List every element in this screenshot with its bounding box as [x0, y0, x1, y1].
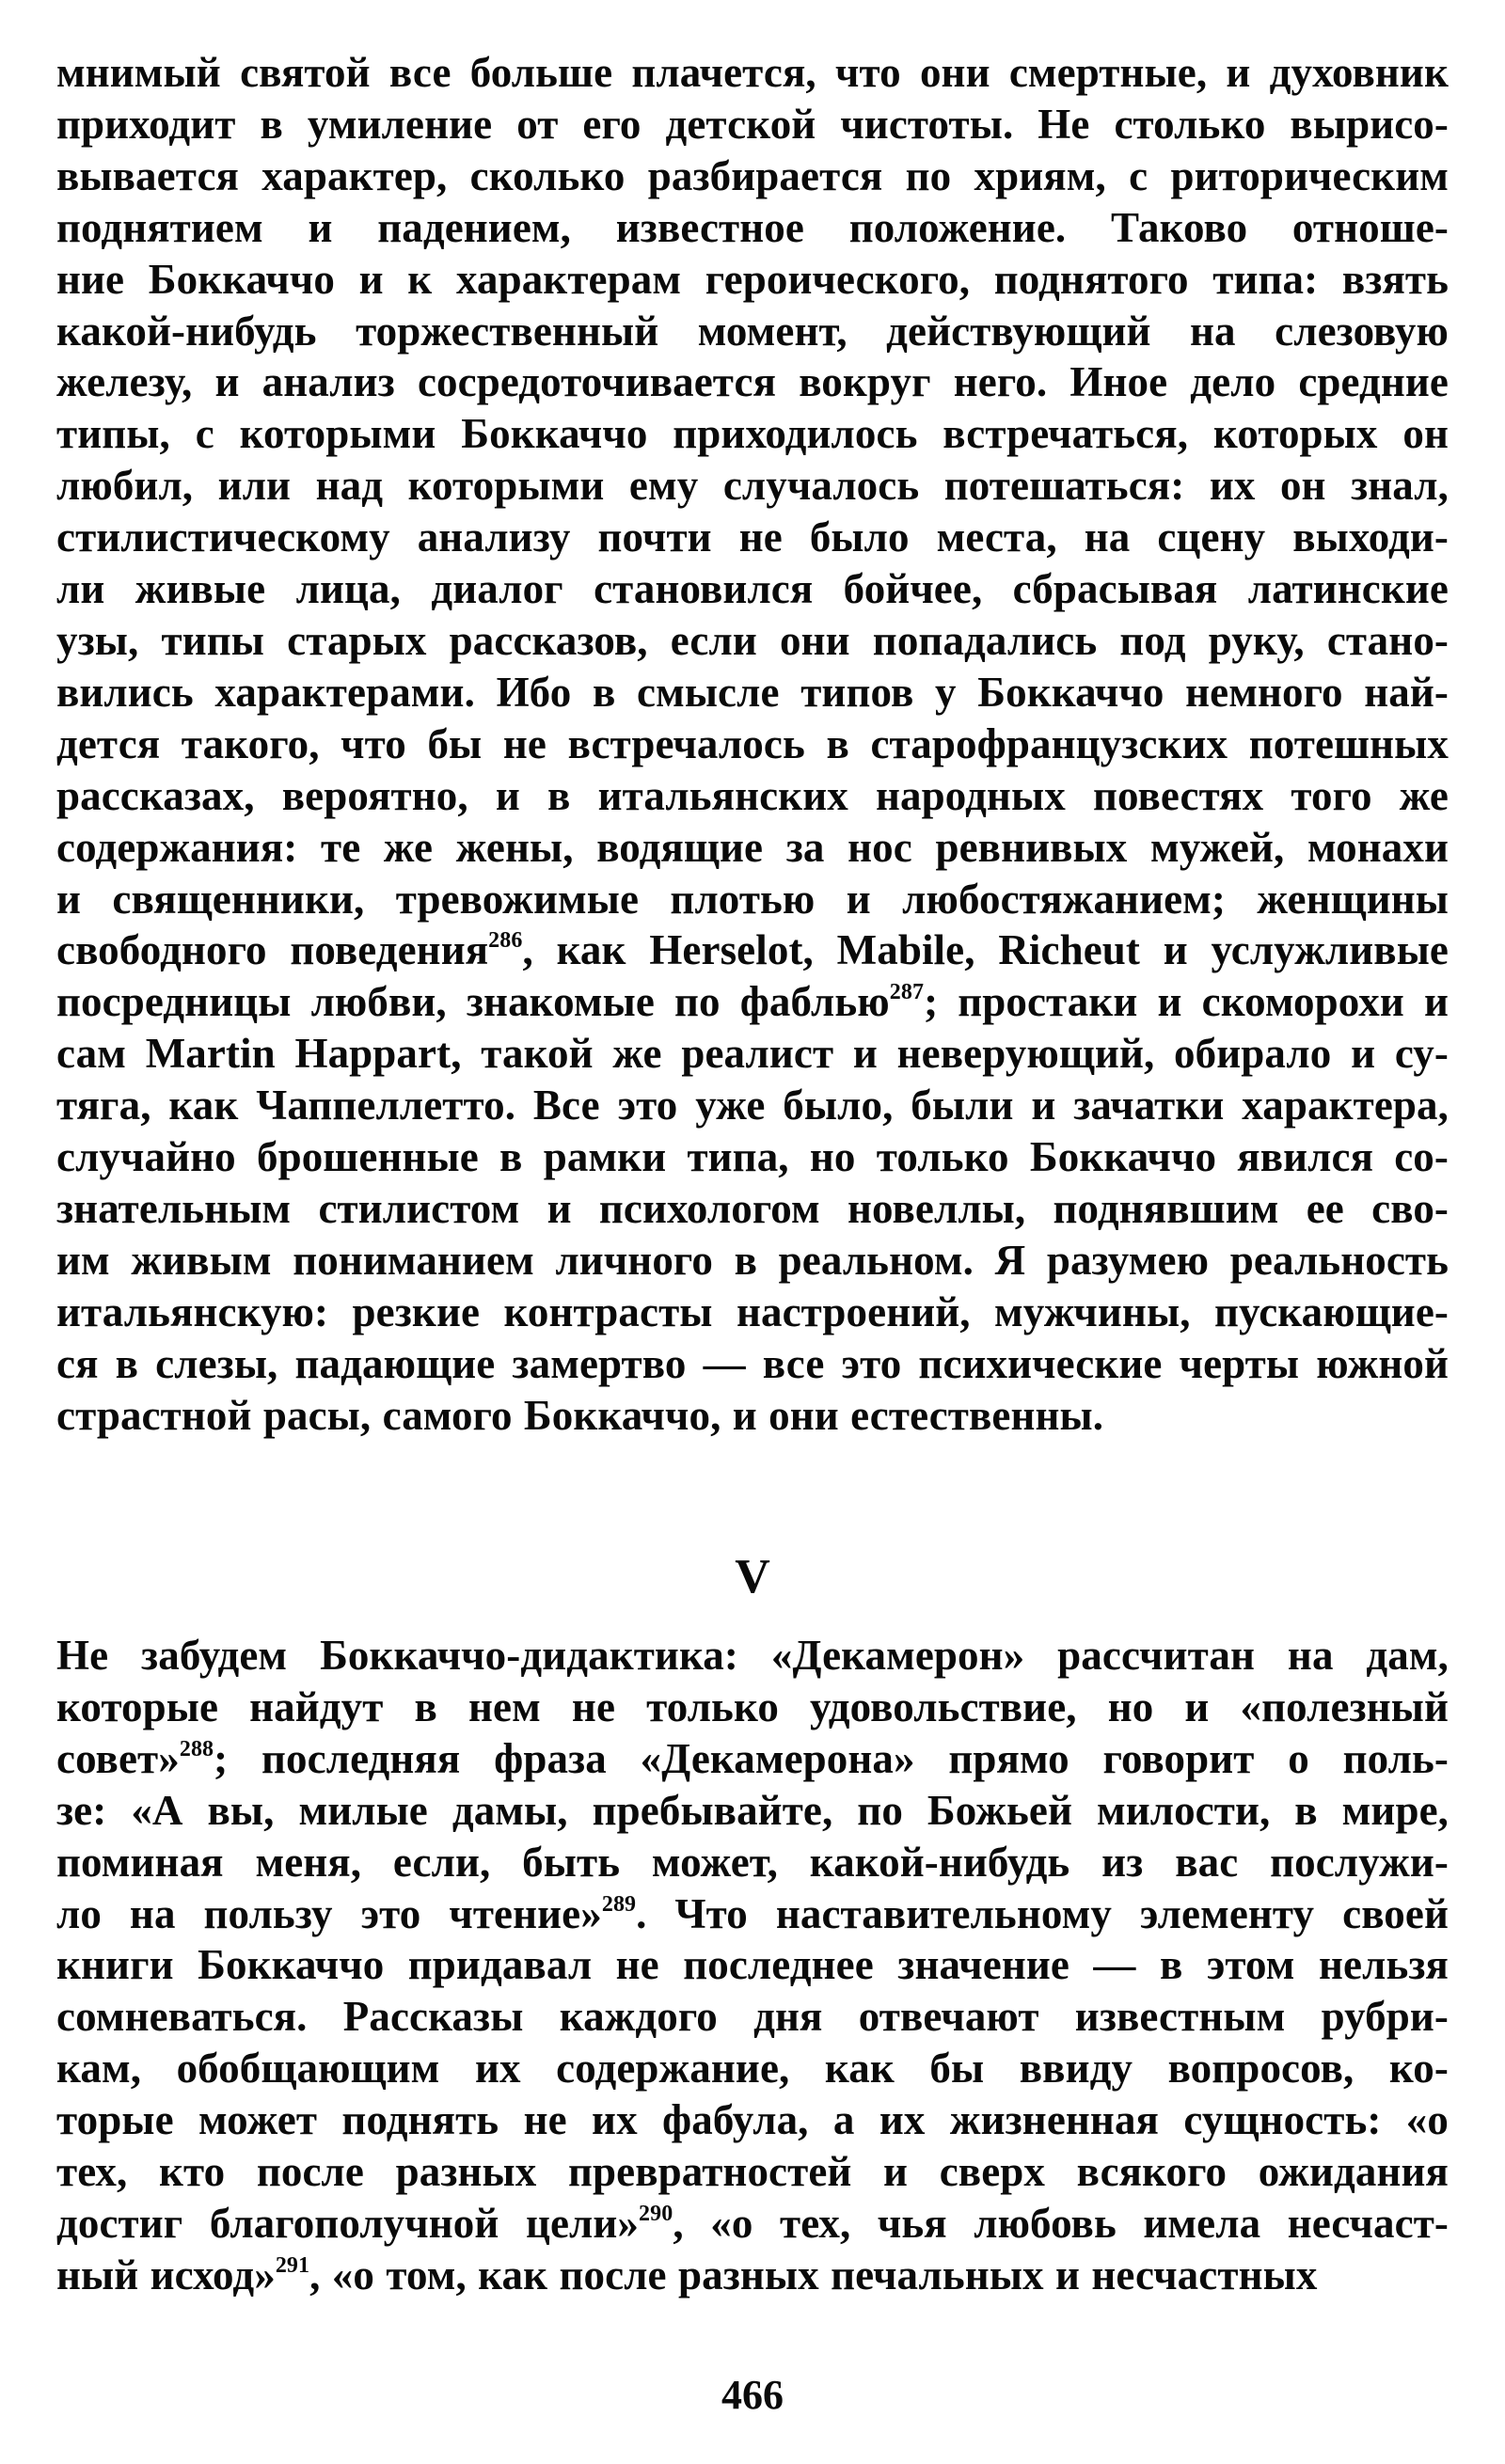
footnote-marker[interactable]: 289 [601, 1891, 637, 1917]
text-line [56, 719, 1449, 770]
body-paragraph-2 [56, 1630, 1449, 2301]
line-text: и священники, тревожимые плотью и любостяжанием; женщины [56, 875, 1449, 923]
line-text: сомневаться. Рассказы каждого дня отвечают известным рубри- [56, 1993, 1449, 2041]
line-text: совет» [56, 1734, 180, 1782]
text-line [56, 874, 1449, 925]
line-text: посредницы любви, знакомые по фаблью [56, 978, 890, 1026]
text-line [56, 667, 1449, 719]
line-text: им живым пониманием личного в реальном. Я разумею реальность [56, 1236, 1449, 1284]
line-text-continued: , «о том, как после разных печальных и несчастных [309, 2251, 1318, 2298]
text-line [56, 150, 1449, 202]
text-line [56, 1733, 1449, 1785]
line-text: которые найдут в нем не только удовольствие, но и «полезный [56, 1682, 1449, 1730]
line-text: книги Боккаччо придавал не последнее значение — в этом нельзя [56, 1941, 1449, 1989]
line-text: мнимый святой все больше плачется, что они смертные, и духовник [56, 49, 1449, 96]
line-text: железу, и анализ сосредоточивается вокруг него. Иное дело средние [56, 358, 1449, 406]
line-text: узы, типы старых рассказов, если они попадались под руку, стано- [56, 616, 1449, 664]
text-line [56, 1183, 1449, 1235]
line-text: тяга, как Чаппеллетто. Все это уже было, были и зачатки характера, [56, 1082, 1449, 1129]
line-text: страстной расы, самого Боккаччо, и они естественны. [56, 1391, 1104, 1439]
page-number: 466 [721, 2372, 784, 2418]
line-text: вывается характер, сколько разбирается по хриям, с риторическим [56, 151, 1449, 199]
line-text: случайно брошенные в рамки типа, но только Боккаччо явился со- [56, 1133, 1449, 1181]
text-line [56, 356, 1449, 408]
line-text: ный исход» [56, 2251, 276, 2298]
line-text: ли живые лица, диалог становился бойчее, сбрасывая латинские [56, 565, 1449, 613]
line-text: ся в слезы, падающие замертво — все это психические черты южной [56, 1339, 1449, 1387]
text-line [56, 99, 1449, 150]
line-text: тех, кто после разных превратностей и сверх всякого ожидания [56, 2148, 1449, 2196]
line-text-continued: , как Herselot, Mabile, Richeut и услужливые [522, 926, 1450, 974]
footnote-marker[interactable]: 286 [488, 928, 523, 954]
line-text: итальянскую: резкие контрасты настроений, мужчины, пускающие- [56, 1287, 1449, 1335]
text-line [56, 2250, 1449, 2301]
body-paragraph-1 [56, 47, 1449, 1441]
text-line [56, 2146, 1449, 2198]
line-text: свободного поведения [56, 926, 489, 974]
line-text: стилистическому анализу почти не было места, на сцену выходи- [56, 513, 1449, 561]
text-line [56, 2198, 1449, 2250]
text-line [56, 976, 1449, 1028]
text-line [56, 924, 1449, 976]
text-line [56, 2094, 1449, 2146]
footnote-marker[interactable]: 291 [275, 2252, 310, 2278]
line-text: какой-нибудь торжественный момент, действующий на слезовую [56, 307, 1449, 355]
text-line [56, 1991, 1449, 2043]
line-text: зе: «А вы, милые дамы, пребывайте, по Божьей милости, в мире, [56, 1786, 1449, 1834]
line-text: приходит в умиление от его детской чистоты. Не столько вырисо- [56, 100, 1449, 148]
text-line [56, 1837, 1449, 1888]
line-text: рассказах, вероятно, и в итальянских народных повестях того же [56, 771, 1449, 819]
footnote-marker[interactable]: 287 [889, 980, 925, 1005]
section-heading: V [735, 1550, 770, 1603]
text-line [56, 1390, 1449, 1442]
text-line [56, 1080, 1449, 1131]
line-text: дется такого, что бы не встречалось в старофранцузских потешных [56, 719, 1449, 767]
text-line [56, 254, 1449, 306]
text-line [56, 202, 1449, 254]
text-line [56, 2043, 1449, 2094]
text-line [56, 408, 1449, 460]
line-text: ло на пользу это чтение» [56, 1889, 602, 1937]
footnote-marker[interactable]: 288 [179, 1736, 214, 1761]
line-text: торые может поднять не их фабула, а их жизненная сущность: «о [56, 2096, 1449, 2144]
text-line [56, 512, 1449, 563]
text-line [56, 563, 1449, 615]
line-text: поминая меня, если, быть может, какой-нибудь из вас послужи- [56, 1838, 1449, 1886]
line-text: типы, с которыми Боккаччо приходилось встречаться, которых он [56, 410, 1449, 458]
text-line [56, 1287, 1449, 1338]
line-text: ние Боккаччо и к характерам героического, поднятого типа: взять [56, 255, 1449, 303]
footnote-marker[interactable]: 290 [639, 2201, 673, 2226]
line-text: сам Martin Happart, такой же реалист и неверующий, обирало и су- [56, 1030, 1449, 1078]
line-text-continued: ; последняя фраза «Декамерона» прямо говорит о поль- [214, 1734, 1449, 1782]
line-text: кам, обобщающим их содержание, как бы ввиду вопросов, ко- [56, 2045, 1449, 2093]
line-text-continued: . Что наставительному элементу своей [636, 1889, 1449, 1937]
text-line [56, 1235, 1449, 1287]
text-line [56, 1338, 1449, 1390]
line-text: любил, или над которыми ему случалось потешаться: их он знал, [56, 462, 1449, 510]
text-line [56, 47, 1449, 99]
text-line [56, 460, 1449, 512]
text-line [56, 1888, 1449, 1940]
text-line [56, 615, 1449, 667]
line-text-continued: ; простаки и скоморохи и [924, 978, 1449, 1026]
line-text: Не забудем Боккаччо-дидактика: «Декамерон» рассчитан на дам, [56, 1632, 1449, 1679]
line-text-continued: , «о тех, чья любовь имела несчаст- [673, 2199, 1449, 2247]
line-text: поднятием и падением, известное положение. Таково отноше- [56, 203, 1449, 251]
text-line [56, 1939, 1449, 1991]
line-text: содержания: те же жены, водящие за нос ревнивых мужей, монахи [56, 823, 1449, 871]
text-line [56, 1028, 1449, 1080]
line-text: достиг благополучной цели» [56, 2199, 640, 2247]
line-text: знательным стилистом и психологом новеллы, поднявшим ее сво- [56, 1184, 1449, 1232]
text-line [56, 1785, 1449, 1837]
text-line [56, 1630, 1449, 1682]
text-line [56, 822, 1449, 874]
text-line [56, 770, 1449, 822]
text-line [56, 1131, 1449, 1183]
text-line [56, 306, 1449, 357]
line-text: вились характерами. Ибо в смысле типов у Боккаччо немного най- [56, 668, 1449, 716]
text-line [56, 1682, 1449, 1733]
